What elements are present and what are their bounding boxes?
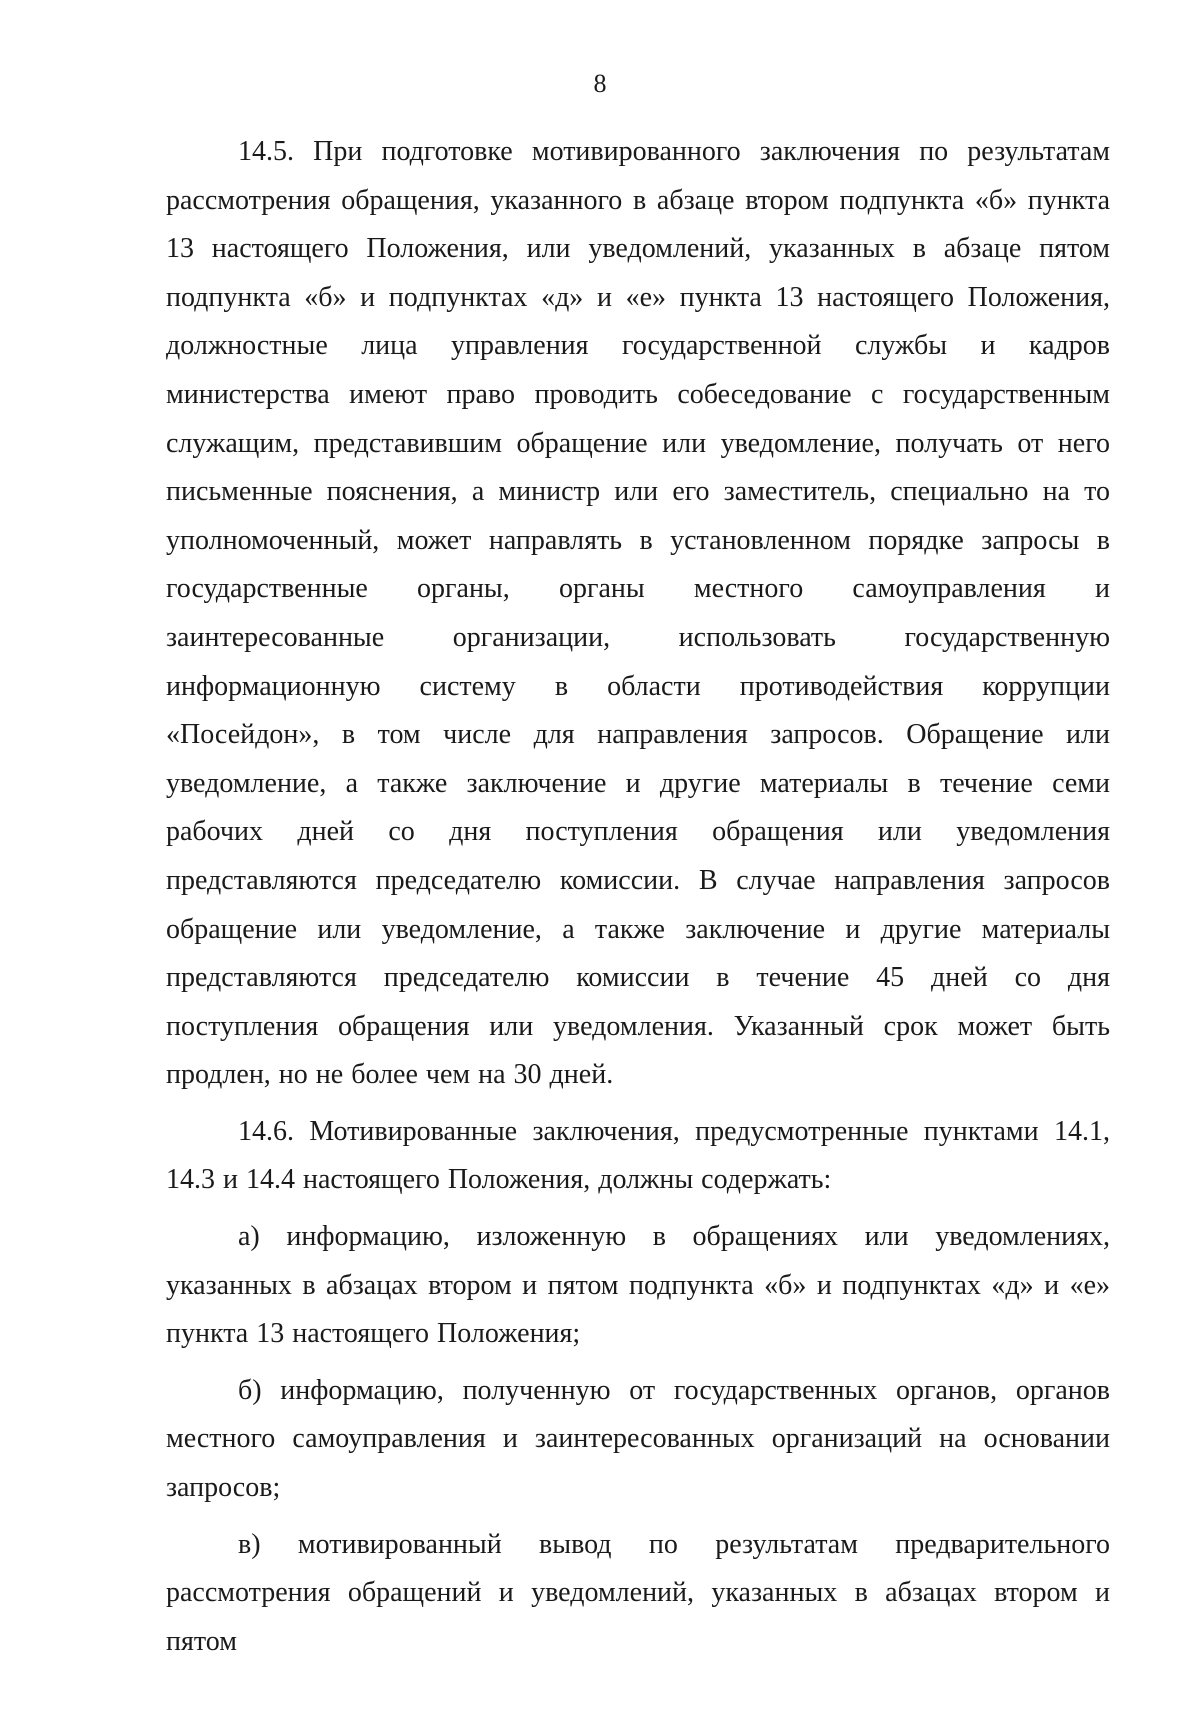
document-body [166,128,1110,1666]
paragraph-14-6-b: б) информацию, полученную от государственных органов, органов местного самоуправления и заинтересованных организаций на основании запросов; [166,1374,1110,1504]
paragraph-14-6-v: в) мотивированный вывод по результатам предварительного рассмотрения обращений и уведомлений, указанных в абзацах втором и пятом [166,1528,1110,1657]
page-number: 8 [593,69,607,98]
paragraph-14-5: 14.5. При подготовке мотивированного заключения по результатам рассмотрения обращения, указанного в абзаце втором подпункта «б» пункта 13 настоящего Положения, или уведомлений, указанных в абзаце пятом подпункта «б» и подпунктах «д» и «е» пункта 13 настоящего Положения, должностные лица управления государственной службы и кадров министерства имеют право проводить собеседование с государственным служащим, представившим обращение или уведомление, получать от него письменные пояснения, а министр или его заместитель, специально на то уполномоченный, может направлять в установленном порядке запросы в государственные органы, органы местного самоуправления и заинтересованные организации, использовать государственную информационную систему в области противодействия коррупции «Посейдон», в том числе для направления запросов. Обращение или уведомление, а также заключение и другие материалы в течение семи рабочих дней со дня поступления обращения или уведомления представляются председателю комиссии. В случае направления запросов обращение или уведомление, а также заключение и другие материалы представляются председателю комиссии в течение 45 дней со дня поступления обращения или уведомления. Указанный срок может быть продлен, но не более чем на 30 дней. [166,136,1110,1091]
paragraph-14-6-a: а) информацию, изложенную в обращениях или уведомлениях, указанных в абзацах втором и пятом подпункта «б» и подпунктах «д» и «е» пункта 13 настоящего Положения; [166,1221,1110,1350]
paragraph-14-6: 14.6. Мотивированные заключения, предусмотренные пунктами 14.1, 14.3 и 14.4 настоящего Положения, должны содержать: [166,1115,1110,1196]
